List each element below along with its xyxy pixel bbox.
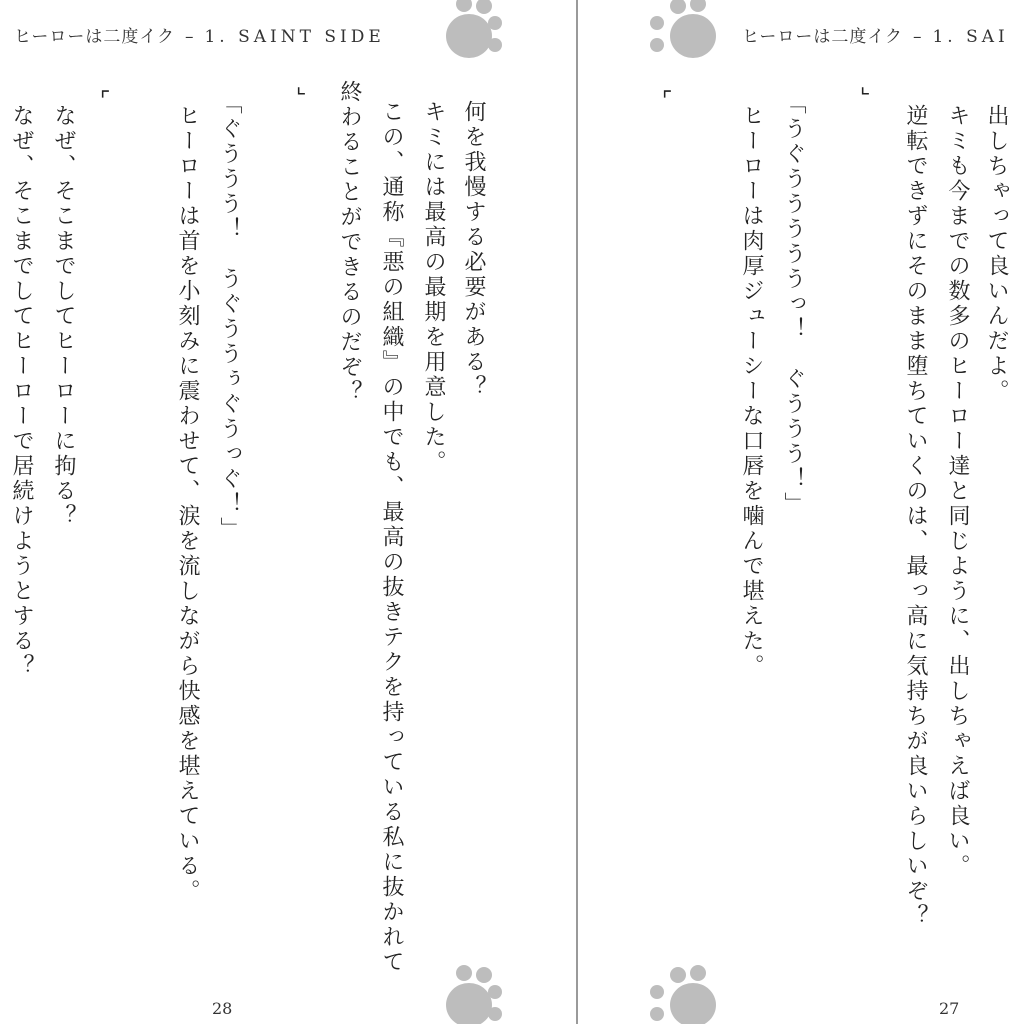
text-column-6: ヒーローは首を小刻みに震わせて、涙を流しながら快感を堪えている。 xyxy=(175,104,200,904)
text-column-2: キミには最高の最期を用意した。 xyxy=(421,100,446,475)
chapter-title: 1. SAINT SIDE xyxy=(204,27,385,47)
page-number: 27 xyxy=(939,999,960,1018)
closing-bracket-mark: ⌞ xyxy=(860,74,871,99)
book-title: ヒーローは二度イク xyxy=(742,27,903,47)
closing-bracket-mark: ⌞ xyxy=(296,74,307,99)
opening-bracket-mark: ⌜ xyxy=(100,88,111,113)
text-column-8: なぜ、そこまでしてヒーローで居続けようとする？ xyxy=(9,104,34,679)
text-column-3: この、通称『悪の組織』の中でも、最高の抜きテクを持っている私に抜かれて xyxy=(379,100,404,975)
book-title: ヒーローは二度イク xyxy=(14,27,175,47)
running-header xyxy=(742,22,1009,47)
paw-print-icon xyxy=(660,6,716,62)
text-column-1: 何を我慢する必要がある？ xyxy=(461,100,486,400)
paw-print-icon xyxy=(446,6,502,62)
right-page xyxy=(578,0,1024,1024)
header-separator: – xyxy=(184,27,195,47)
paw-print-icon xyxy=(660,975,716,1024)
opening-bracket-mark: ⌜ xyxy=(662,88,673,113)
header-separator: – xyxy=(912,27,923,47)
text-column-7: なぜ、そこまでしてヒーローに拘る？ xyxy=(51,104,76,529)
text-column-4: 終わることができるのだぞ？ xyxy=(337,80,362,405)
text-column-3: 逆転できずにそのまま堕ちていくのは、最っ高に気持ちが良いらしいぞ？ xyxy=(903,104,928,929)
text-column-2: キミも今までの数多のヒーロー達と同じように、出しちゃえば良い。 xyxy=(945,104,970,879)
text-column-4: 「うぐうううううっ！ ぐううう！」 xyxy=(781,92,806,517)
paw-print-icon xyxy=(446,975,502,1024)
running-header xyxy=(14,22,385,47)
page-number: 28 xyxy=(212,999,233,1018)
text-column-5: 「ぐううう！ うぐううぅぐうっぐ！」 xyxy=(217,92,242,542)
text-column-1: 出しちゃって良いんだよ。 xyxy=(984,104,1009,404)
chapter-title: 1. SAI xyxy=(932,27,1009,47)
text-column-5: ヒーローは肉厚ジューシーな口唇を噛んで堪えた。 xyxy=(739,104,764,679)
